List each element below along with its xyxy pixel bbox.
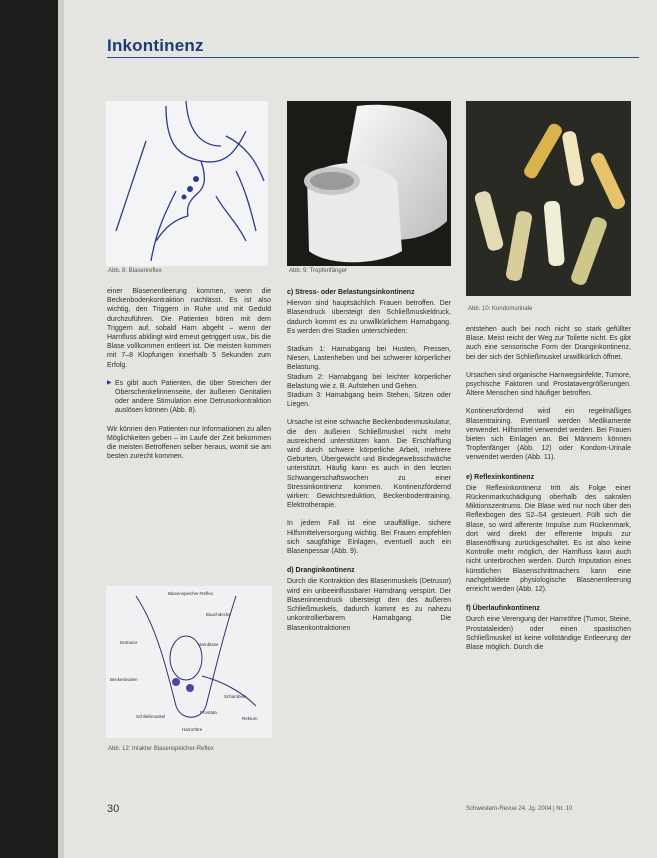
page-title: Inkontinenz — [107, 36, 204, 55]
figure-anatomy-diagram — [106, 586, 272, 738]
paragraph: Durch die Kontraktion des Blasenmuskels (Detrusor) wird ein unbeeinflussbarer Harndrang verspürt. Der Blaseninnendruck übersteigt den des äußeren Schließmuskels, dadurch kommt es zu nahezu unkontrollierbarem Harnabgang. Die Blasenkontraktionen — [287, 578, 451, 632]
pad-photo — [287, 101, 451, 266]
stage-item: Stadium 3: Harnabgang beim Stehen, Sitzen oder Liegen. — [287, 392, 451, 409]
stage-item: Stadium 1: Harnabgang bei Husten, Pressen, Niesen, Lastenheben und bei schwerer körperlicher Belastung. — [287, 346, 451, 372]
paragraph: entstehen auch bei noch nicht so stark gefüllter Blase. Meist reicht der Weg zur Toilette nicht. Es gibt auch eine sensorische Form der Dranginkontinenz, bei der sich der Schließmuskel unwillkürlich öffnet. — [466, 326, 631, 361]
diagram-label: Blasenspeicher-Reflex — [168, 591, 214, 596]
diagram-label: Schließmuskel — [136, 714, 166, 719]
diagram-label: Rektum — [242, 716, 258, 721]
section-heading: d) Dranginkontinenz — [287, 567, 355, 575]
figure-bladder-reflex — [106, 101, 268, 266]
text-column-1 — [107, 287, 271, 470]
diagram-label: Prostata — [200, 710, 217, 715]
paragraph: Die Reflexinkontinenz tritt als Folge einer Rückenmarkschädigung oberhalb des sakralen Miktionszentrums. Die Blase wird nur noch über den Reflexbogen des S2–S4 gesteuert. Füllt sich die Blase, so wird afferente Impulse zum Rückenmark, dort wird direkt der efferente Impuls zur Blasenöffnung zurückgeschaltet. Es ist also keine Kontrolle mehr möglich, der Harnfluss kann auch nicht unterbrochen werden. Durch Imputation eines künstlichen Blasenschrittmachers kann eine nachgebildete physiologische Blasenentleerung erreicht werden (Abb. 12). — [466, 484, 631, 594]
paragraph: einer Blasenentleerung kommen, wenn die Beckenbodenkontraktion nachlässt. Es ist also wichtig, den Triggern in Ruhe und mit Geduld durchzuführen. Die Patienten hören mit dem Triggern auf, sobald Harn abgeht – wenn der Harnfluss abklingt wird erneut getriggert usw., bis die Blase vollkommen entleert ist. Die meisten kommen mit 7–8 Klopfungen innerhalb 5 Sekunden zum Erfolg. — [107, 288, 271, 369]
diagram-label: Detrusor — [120, 640, 138, 645]
figure-pad-photo — [287, 101, 451, 266]
figure-condom-urinals-photo — [466, 101, 631, 296]
page-number: 30 — [107, 803, 120, 815]
text-column-3 — [466, 325, 631, 661]
paragraph: Kontinenzfördernd wird ein regelmäßiges Blasentraining. Eventuell werden Medikamente verwendet. Hilfsmittel verwendet werden. Bei Frauen bieten sich Einlagen an. Bei Männern können Tropfenfänger (Abb. 12) oder Kondom-Urinale verwendet werden (Abb. 11). — [466, 408, 631, 462]
paragraph: Ursachen sind organische Harnwegsinfekte, Tumore, psychische Faktoren und Prostatavergrößerungen. Ältere Menschen sind häufiger betroffen. — [466, 371, 631, 398]
title-rule — [107, 57, 639, 58]
paragraph: Wir können den Patienten nur Informationen zu allen Möglichkeiten geben – im Laufe der Zeit bekommen die meisten Betroffenen selber heraus, womit sie am besten zurecht kommen. — [107, 425, 271, 461]
figure-caption: Abb. 9: Tropfenfänger — [289, 268, 348, 274]
bladder-reflex-drawing — [106, 101, 268, 266]
figure-caption: Abb. 12: Intakter Blasenspeicher-Reflex — [108, 746, 214, 752]
diagram-label: Schambein — [224, 694, 247, 699]
diagram-label: Harnröhre — [182, 727, 203, 732]
stage-item: Stadium 2: Harnabgang bei leichter körperlicher Belastung wie z. B. Aufstehen und Gehen. — [287, 373, 451, 390]
text-column-2 — [287, 288, 451, 642]
bullet-paragraph: ▶ Es gibt auch Patienten, die über Streichen der Oberschenkelinnenseite, der äußeren Genitalien oder andere Stimulation eine Detrusorkontraktion auslösen können (Abb. 8). — [107, 379, 271, 416]
diagram-label: Bauchdecke — [206, 612, 231, 617]
journal-footer: Schwestern-Revue 24. Jg. 2004 | Nr. 10 — [466, 806, 573, 812]
paragraph: Durch eine Verengung der Harnröhre (Tumor, Steine, Prostataleiden) oder einen spastischen Schließmuskel ist keine vollständige Entleerung der Blase möglich. Durch die — [466, 616, 631, 652]
paragraph: Hiervon sind hauptsächlich Frauen betroffen. Der Blasendruck übersteigt den Schließmuskeldruck, dadurch kommt es zu unwillkürlichem Harnabgang. Es werden drei Stadien unterschieden: — [287, 300, 451, 335]
anatomy-diagram — [106, 586, 272, 738]
section-heading: e) Reflexinkontinenz — [466, 473, 535, 481]
paragraph: Ursache ist eine schwache Beckenbodenmuskulatur, die den äußeren Schließmuskel nicht mehr ausreichend unterstützen kann. Die Erschlaffung wird durch schwere körperliche Arbeit, mehrere Geburten, Übergewicht und Bindegewebsschwäche unterstützt. Häufig kann es auch in den letzten Schwangerschaftswochen zu einer Stressinkontinenz kommen. Kontinenzfördernd wirken: Gewichtsreduktion, Beckenbodentraining, Elektrotherapie. — [287, 419, 451, 510]
page-gutter — [58, 0, 64, 858]
section-heading: c) Stress- oder Belastungsinkontinenz — [287, 289, 415, 296]
paragraph: In jedem Fall ist eine urauffällige, sichere Hilfsmittelversorgung wichtig. Bei Frauen empfehlen sich saugfähige Einlagen, eventuell auch ein Blasenpessar (Abb. 9). — [287, 520, 451, 556]
diagram-label: Beckenboden — [110, 677, 138, 682]
figure-caption: Abb. 10: Kondomurinale — [468, 306, 533, 312]
section-heading: f) Überlaufinkontinenz — [466, 605, 540, 613]
figure-caption: Abb. 8: Blasenreflex — [108, 268, 162, 274]
diagram-label: Harnblase — [198, 642, 219, 647]
condom-urinals-photo — [466, 101, 631, 296]
